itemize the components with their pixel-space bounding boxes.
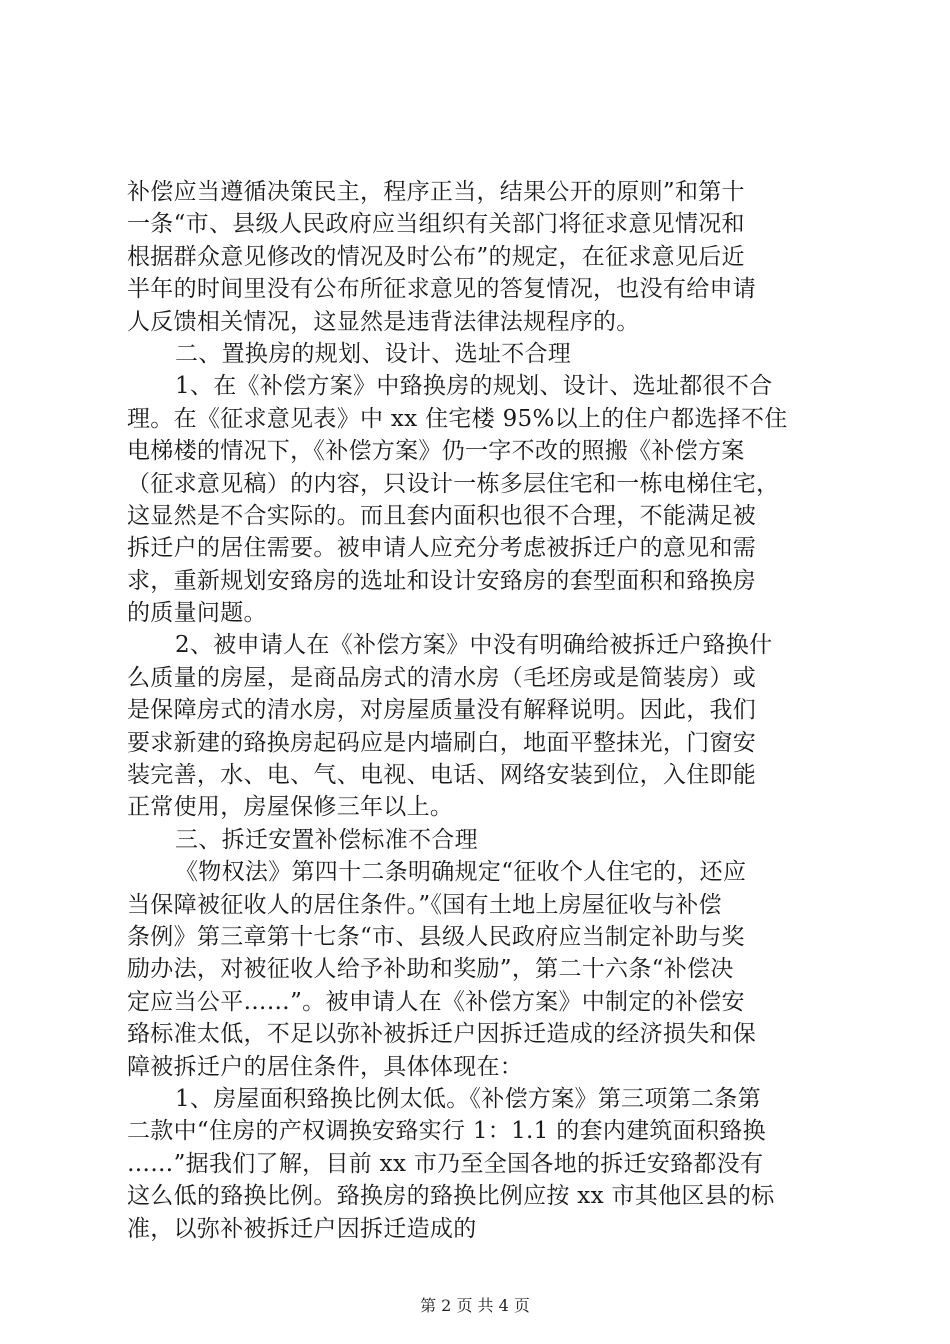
text-line: 准，以弥补被拆迁户因拆迁造成的: [127, 1215, 477, 1242]
text-line: 臵标准太低，不足以弥补被拆迁户因拆迁造成的经济损失和保: [127, 1021, 757, 1048]
text-line: 当保障被征收人的居住条件。”《国有土地上房屋征收与补偿: [127, 891, 722, 918]
page-footer: 第 2 页 共 4 页: [420, 1296, 530, 1315]
text-line: 《物权法》第四十二条明确规定“征收个人住宅的，还应: [175, 859, 747, 886]
text-line: 装完善，水、电、气、电视、电话、网络安装到位，入住即能: [127, 762, 757, 789]
text-line: 2、被申请人在《补偿方案》中没有明确给被拆迁户臵换什: [175, 632, 773, 659]
text-line: （征求意见稿）的内容，只设计一栋多层住宅和一栋电梯住宅，: [127, 470, 780, 497]
text-line: 求，重新规划安臵房的选址和设计安臵房的套型面积和臵换房: [127, 567, 757, 594]
text-line: 定应当公平……”。被申请人在《补偿方案》中制定的补偿安: [127, 988, 745, 1015]
text-line: 1、房屋面积臵换比例太低。《补偿方案》第三项第二条第: [175, 1085, 761, 1112]
text-line: 要求新建的臵换房起码应是内墙刷白，地面平整抹光，门窗安: [127, 729, 757, 756]
document-body: [127, 176, 837, 1245]
text-line: 根据群众意见修改的情况及时公布”的规定，在征求意见后近: [127, 243, 745, 270]
text-line: 这么低的臵换比例。臵换房的臵换比例应按 xx 市其他区县的标: [127, 1183, 775, 1210]
text-line: ……”据我们了解，目前 xx 市乃至全国各地的拆迁安臵都没有: [127, 1150, 764, 1177]
text-line: 补偿应当遵循决策民主，程序正当，结果公开的原则”和第十: [127, 179, 745, 205]
text-line: 电梯楼的情况下，《补偿方案》仍一字不改的照搬《补偿方案: [127, 438, 745, 465]
text-line: 障被拆迁户的居住条件，具体体现在：: [127, 1053, 524, 1080]
text-line: 半年的时间里没有公布所征求意见的答复情况，也没有给申请: [127, 276, 757, 303]
text-line: 1、在《补偿方案》中臵换房的规划、设计、选址都很不合: [175, 373, 773, 400]
text-line: 人反馈相关情况，这显然是违背法律法规程序的。: [127, 308, 640, 335]
text-line: 二、置换房的规划、设计、选址不合理: [175, 340, 572, 367]
text-line: 的质量问题。: [127, 600, 267, 627]
text-line: 励办法，对被征收人给予补助和奖励”，第二十六条“补偿决: [127, 956, 734, 983]
text-line: 条例》第三章第十七条“市、县级人民政府应当制定补助与奖: [127, 923, 745, 950]
text-line: 正常使用，房屋保修三年以上。: [127, 794, 454, 821]
text-line: 拆迁户的居住需要。被申请人应充分考虑被拆迁户的意见和需: [127, 535, 757, 562]
text-line: 这显然是不合实际的。而且套内面积也很不合理，不能满足被: [127, 502, 757, 529]
text-line: 么质量的房屋，是商品房式的清水房（毛坯房或是简装房）或: [127, 664, 757, 691]
text-line: 是保障房式的清水房，对房屋质量没有解释说明。因此，我们: [127, 697, 757, 724]
text-line: 二款中“住房的产权调换安臵实行 1：1.1 的套内建筑面积臵换: [127, 1118, 766, 1145]
text-line: 一条“市、县级人民政府应当组织有关部门将征求意见情况和: [127, 211, 745, 238]
text-line: 理。在《征求意见表》中 xx 住宅楼 95%以上的住户都选择不住: [127, 405, 788, 432]
text-line: 三、拆迁安置补偿标准不合理: [175, 826, 478, 853]
